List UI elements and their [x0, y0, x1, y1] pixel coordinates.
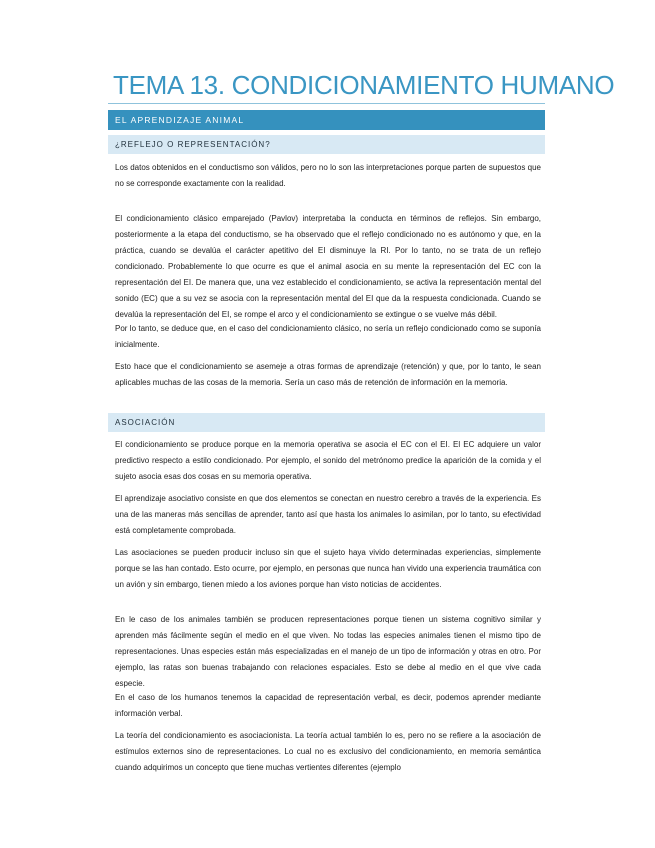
paragraph: El condicionamiento se produce porque en la memoria operativa se asocia el EC con el EI. El EC adquiere un valor predictivo respecto a estilo condicionado. Por ejemplo, el sonido del metrónomo predice la aparición de la comida y el sujeto asocia esas dos cosas en su memoria operativa.	[115, 440, 541, 481]
subsection-heading-asociacion: ASOCIACIÓN	[108, 413, 545, 432]
subsection-heading-reflejo: ¿REFLEJO O REPRESENTACIÓN?	[108, 135, 545, 154]
paragraph: El aprendizaje asociativo consiste en que dos elementos se conectan en nuestro cerebro a través de la experiencia. Es una de las maneras más sencillas de aprender, tanto así que hasta los animales lo asimilan, por lo tanto, su efectividad está completamente comprobada.	[115, 494, 541, 535]
paragraph: En le caso de los animales también se producen representaciones porque tienen un sistema cognitivo similar y aprenden más fácilmente según el medio en el que viven. No todas las especies animales tienen el mismo tipo de representaciones. Unas especies están más especializadas en el manejo de un tipo de información y otras en otro. Por ejemplo, las ratas son buenas trabajando con relaciones espaciales. Esto se debe al medio en el que vive cada especie.	[115, 615, 541, 688]
paragraph: Las asociaciones se pueden producir incluso sin que el sujeto haya vivido determinadas experiencias, simplemente porque se las han contado. Esto ocurre, por ejemplo, en personas que nunca han vivido una experiencia traumática con un avión y sin embargo, tienen miedo a los aviones porque han visto noticias de accidentes.	[115, 548, 541, 589]
page-title: TEMA 13. CONDICIONAMIENTO HUMANO	[113, 70, 615, 100]
section-heading-aprendizaje-animal: EL APRENDIZAJE ANIMAL	[108, 110, 545, 130]
title-underline	[108, 103, 545, 104]
paragraph: La teoría del condicionamiento es asociacionista. La teoría actual también lo es, pero no se refiere a la asociación de estímulos externos sino de representaciones. Lo cual no es exclusivo del condicionamiento, en memoria semántica cuando adquirimos un concepto que tiene muchas vertientes diferentes (ejemplo	[115, 731, 541, 772]
paragraph: El condicionamiento clásico emparejado (Pavlov) interpretaba la conducta en términos de reflejos. Sin embargo, posteriormente a la etapa del conductismo, se ha observado que el reflejo condicionado no es autónomo y que, en la práctica, cuando se devalúa el carácter apetitivo del EI disminuye la RI. Por lo tanto, no se trata de un reflejo condicionado. Probablemente lo que ocurre es que el animal asocia en su mente la representación del EC con la representación del EI. De manera que, una vez establecido el condicionamiento, se activa la representación mental del sonido (EC) que a su vez se asocia con la representación mental del EI que da la respuesta condicionada. Cuando se devalúa la representación del EI, se rompe el arco y el condicionamiento se extingue o se vuelve más débil.	[115, 214, 541, 319]
paragraph: Por lo tanto, se deduce que, en el caso del condicionamiento clásico, no sería un reflejo condicionado como se suponía inicialmente.	[115, 324, 541, 349]
paragraph: En el caso de los humanos tenemos la capacidad de representación verbal, es decir, podemos aprender mediante información verbal.	[115, 693, 541, 718]
paragraph: Esto hace que el condicionamiento se asemeje a otras formas de aprendizaje (retención) y que, por lo tanto, le sean aplicables muchas de las cosas de la memoria. Sería un caso más de retención de información en la memoria.	[115, 362, 541, 387]
paragraph: Los datos obtenidos en el conductismo son válidos, pero no lo son las interpretaciones porque parten de supuestos que no se corresponde exactamente con la realidad.	[115, 163, 541, 188]
